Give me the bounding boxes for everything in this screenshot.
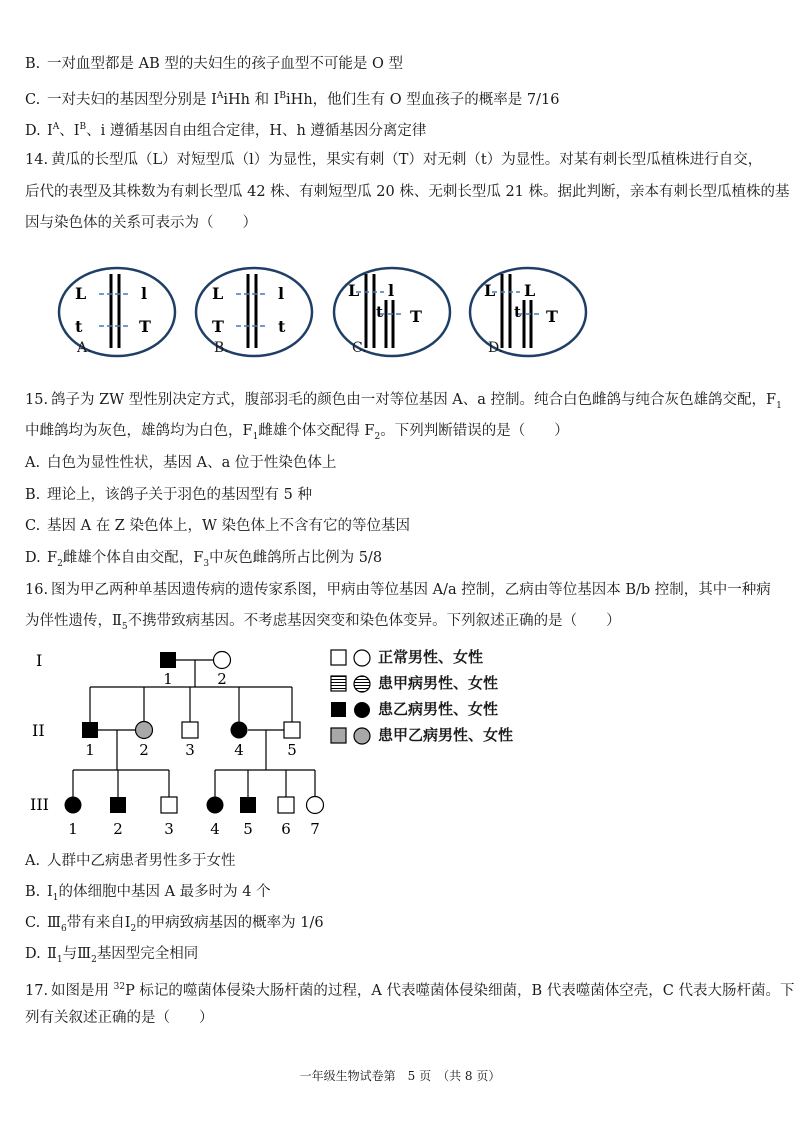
q13-option-c: C. 一对夫妇的基因型分别是 $I^AiHh$ 和 $I^BiHh$，他们生有 O 型血孩子的概率是 7/16 bbox=[25, 91, 560, 108]
gene-label: L bbox=[212, 284, 224, 303]
q14-option-a-diagram[interactable] bbox=[55, 262, 180, 367]
q17-stem-line1: 17. 如图是用 $^{32}$P 标记的噬菌体侵染大肠杆菌的过程，A 代表噬菌体侵染细菌，B 代表噬菌体空壳，C 代表大肠杆菌。下 bbox=[25, 982, 795, 999]
gene-label: l bbox=[141, 284, 148, 303]
q14-option-d-diagram[interactable] bbox=[466, 262, 591, 367]
q15-stem-line1: 15. 鸽子为 ZW 型性别决定方式，腹部羽毛的颜色由一对等位基因 A、a 控制。纯合白色雌鸽与纯合灰色雄鸽交配，$F_1$ bbox=[25, 392, 782, 411]
individual-number: 5 bbox=[243, 820, 253, 838]
gene-label: L bbox=[524, 281, 536, 300]
gene-label: t bbox=[75, 317, 83, 336]
gene-label: l bbox=[388, 281, 395, 300]
q15-option-c[interactable]: C. 基因 A 在 Z 染色体上，W 染色体上不含有它的等位基因 bbox=[25, 518, 410, 534]
individual-number: 5 bbox=[287, 741, 297, 759]
pedigree-I1 bbox=[160, 652, 176, 668]
q14-option-c-diagram[interactable] bbox=[330, 262, 455, 367]
option-label-a: A. bbox=[77, 340, 92, 356]
option-label-c: C. bbox=[352, 340, 367, 356]
individual-number: 1 bbox=[68, 820, 78, 838]
gene-label: t bbox=[278, 317, 286, 336]
pedigree-III1 bbox=[65, 797, 82, 814]
pedigree-chart bbox=[28, 642, 328, 842]
q16-option-a[interactable]: A. 人群中乙病患者男性多于女性 bbox=[25, 853, 236, 869]
page-footer: 一年级生物试卷第 5 页 （共 8 页） bbox=[299, 1069, 501, 1083]
pedigree-I2 bbox=[214, 652, 231, 669]
q13-option-d: D. $I^A$、$I^B$、i 遵循基因自由组合定律，H、h 遵循基因分离定律 bbox=[25, 122, 427, 139]
pedigree-III5 bbox=[240, 797, 256, 813]
pedigree-III3 bbox=[161, 797, 177, 813]
legend-normal: 正常男性、女性 bbox=[330, 646, 483, 667]
gene-label: L bbox=[75, 284, 87, 303]
option-label-b: B. bbox=[214, 340, 229, 356]
q14-option-b-diagram[interactable] bbox=[192, 262, 317, 367]
pedigree-III6 bbox=[278, 797, 294, 813]
pedigree-III2 bbox=[110, 797, 126, 813]
q13-option-b: B. 一对血型都是 AB 型的夫妇生的孩子血型不可能是 O 型 bbox=[25, 56, 403, 72]
generation-label: III bbox=[30, 795, 49, 814]
q16-stem-line1: 16. 图为甲乙两种单基因遗传病的遗传家系图，甲病由等位基因 A/a 控制，乙病由等位基因本 B/b 控制，其中一种病 bbox=[25, 582, 771, 598]
individual-number: 3 bbox=[164, 820, 174, 838]
q15-stem-line2: 中雌鸽均为灰色，雄鸽均为白色，$F_1$雌雄个体交配得 $F_2$。下列判断错误的是（ ） bbox=[25, 423, 569, 442]
legend-disease-a: 患甲病男性、女性 bbox=[330, 672, 498, 693]
option-label-d: D. bbox=[488, 340, 504, 356]
q15-option-b[interactable]: B. 理论上，该鸽子关于羽色的基因型有 5 种 bbox=[25, 487, 312, 503]
q16-option-d[interactable]: D. $Ⅱ_1$与$Ⅲ_2$基因型完全相同 bbox=[25, 946, 199, 965]
q14-stem-line1: 14. 黄瓜的长型瓜（L）对短型瓜（l）为显性，果实有刺（T）对无刺（t）为显性。对某有刺长型瓜植株进行自交， bbox=[25, 152, 763, 168]
individual-number: 2 bbox=[217, 670, 227, 688]
individual-number: 4 bbox=[234, 741, 244, 759]
q16-option-b[interactable]: B. $Ⅰ_1$的体细胞中基因 A 最多时为 4 个 bbox=[25, 884, 271, 903]
gene-label: t bbox=[514, 303, 521, 321]
q14-stem-line2: 后代的表型及其株数为有刺长型瓜 42 株、有刺短型瓜 20 株、无刺长型瓜 21 株。据此判断，亲本有刺长型瓜植株的基 bbox=[25, 184, 790, 200]
q16-stem-line2: 为伴性遗传，$Ⅱ_5$不携带致病基因。不考虑基因突变和染色体变异。下列叙述正确的是（ ） bbox=[25, 613, 621, 632]
gene-label: T bbox=[410, 307, 422, 326]
gene-label: l bbox=[278, 284, 285, 303]
individual-number: 3 bbox=[185, 741, 195, 759]
individual-number: 6 bbox=[281, 820, 291, 838]
individual-number: 1 bbox=[163, 670, 173, 688]
gene-label: T bbox=[139, 317, 151, 336]
individual-number: 7 bbox=[310, 820, 320, 838]
generation-label: II bbox=[32, 721, 45, 740]
pedigree-II2 bbox=[136, 722, 153, 739]
individual-number: 4 bbox=[210, 820, 220, 838]
q17-stem-line2: 列有关叙述正确的是（ ） bbox=[25, 1010, 214, 1026]
gene-label: L bbox=[348, 281, 360, 300]
legend-both: 患甲乙病男性、女性 bbox=[330, 724, 513, 745]
gene-label: L bbox=[484, 281, 496, 300]
q16-option-c[interactable]: C. $Ⅲ_6$带有来自$Ⅰ_2$的甲病致病基因的概率为 1/6 bbox=[25, 915, 324, 934]
pedigree-II4 bbox=[231, 722, 248, 739]
legend-disease-b: 患乙病男性、女性 bbox=[330, 698, 498, 719]
generation-label: I bbox=[36, 651, 43, 670]
pedigree-III4 bbox=[207, 797, 224, 814]
pedigree-II3 bbox=[182, 722, 198, 738]
q14-stem-line3: 因与染色体的关系可表示为（ ） bbox=[25, 215, 257, 231]
gene-label: T bbox=[212, 317, 224, 336]
pedigree-II5 bbox=[284, 722, 300, 738]
pedigree-II1 bbox=[82, 722, 98, 738]
individual-number: 2 bbox=[139, 741, 149, 759]
individual-number: 1 bbox=[85, 741, 95, 759]
gene-label: t bbox=[376, 303, 383, 321]
gene-label: T bbox=[546, 307, 558, 326]
q15-option-d[interactable]: D. $F_2$雌雄个体自由交配，$F_3$中灰色雌鸽所占比例为 5/8 bbox=[25, 550, 383, 569]
pedigree-III7 bbox=[307, 797, 324, 814]
q15-option-a[interactable]: A. 白色为显性性状，基因 A、a 位于性染色体上 bbox=[25, 455, 337, 471]
individual-number: 2 bbox=[113, 820, 123, 838]
